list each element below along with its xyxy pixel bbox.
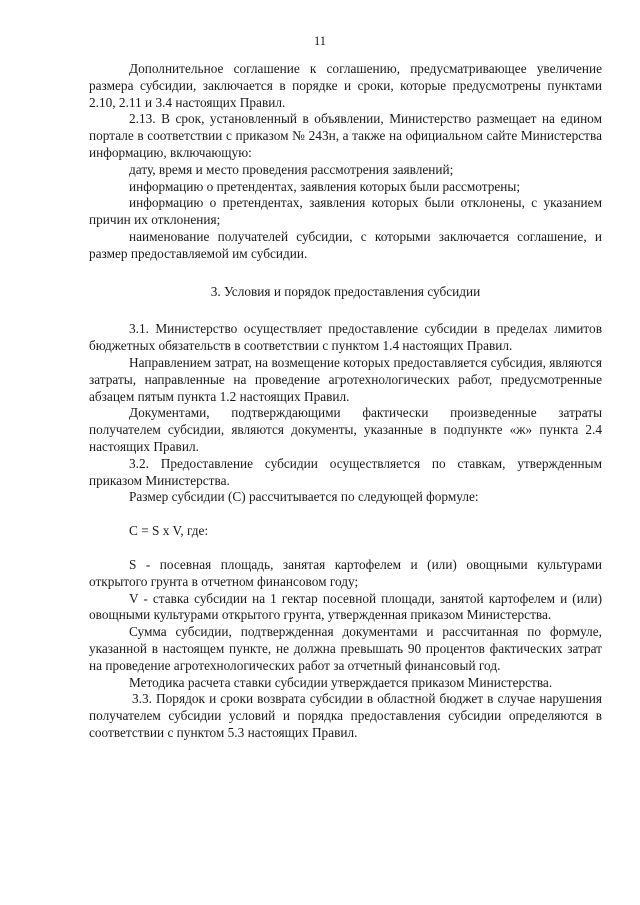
list-item: информацию о претендентах, заявления которых были рассмотрены; [129,178,521,194]
spacer [89,540,602,557]
paragraph: S - посевная площадь, занятая картофелем и (или) овощными культурами открытого грунта в отчетном финансовом году; [89,556,602,589]
page-number: 11 [313,34,327,48]
paragraph: 3.3. Порядок и сроки возврата субсидии в областной бюджет в случае нарушения получателем субсидии условий и порядка предоставления субсидии определяются в соответствии с пунктом 5.3 настоящих Правил. [89,691,602,740]
list-item: дату, время и место проведения рассмотрения заявлений; [129,161,454,177]
paragraph: Направлением затрат, на возмещение которых предоставляется субсидия, являются затраты, направленные на проведение агротехнологических работ, предусмотренные абзацем пятым пункта 1.2 настоящих Правил. [89,354,602,404]
section-heading: 3. Условия и порядок предоставления субсидии [210,283,481,299]
document-body [89,61,602,742]
paragraph: Дополнительное соглашение к соглашению, предусматривающее увеличение размера субсидии, заключается в порядке и сроки, которые предусмотрены пунктами 2.10, 2.11 и 3.4 настоящих Правил. [89,61,602,110]
paragraph: 3.1. Министерство осуществляет предоставление субсидии в пределах лимитов бюджетных обязательств в соответствии с пунктом 1.4 настоящих Правил. [89,321,602,354]
paragraph: Сумма субсидии, подтвержденная документами и рассчитанная по формуле, указанной в настоящем пункте, не должна превышать 90 процентов фактических затрат на проведение агротехнологических работ за отчетный финансовый год. [89,624,602,673]
list-item: информацию о претендентах, заявления которых были отклонены, с указанием причин их отклонения; [89,195,602,228]
paragraph: Размер субсидии (С) рассчитывается по следующей формуле: [129,489,479,505]
paragraph: 3.2. Предоставление субсидии осуществляется по ставкам, утвержденным приказом Министерства. [89,455,602,488]
formula: С = S x V, где: [129,523,209,539]
spacer [89,506,602,523]
list-item: наименование получателей субсидии, с которыми заключается соглашение, и размер предоставляемой им субсидии. [89,228,602,261]
paragraph: Методика расчета ставки субсидии утверждается приказом Министерства. [129,674,553,690]
paragraph: Документами, подтверждающими фактически произведенные затраты получателем субсидии, являются документы, указанные в подпункте «ж» пункта 2.4 настоящих Правил. [89,405,602,454]
paragraph: V - ставка субсидии на 1 гектар посевной площади, занятой картофелем и (или) овощными культурами открытого грунта, утвержденная приказом Министерства. [89,590,602,623]
paragraph: 2.13. В срок, установленный в объявлении, Министерство размещает на едином портале в соответствии с приказом № 243н, а также на официальном сайте Министерства информацию, включающую: [89,111,602,160]
